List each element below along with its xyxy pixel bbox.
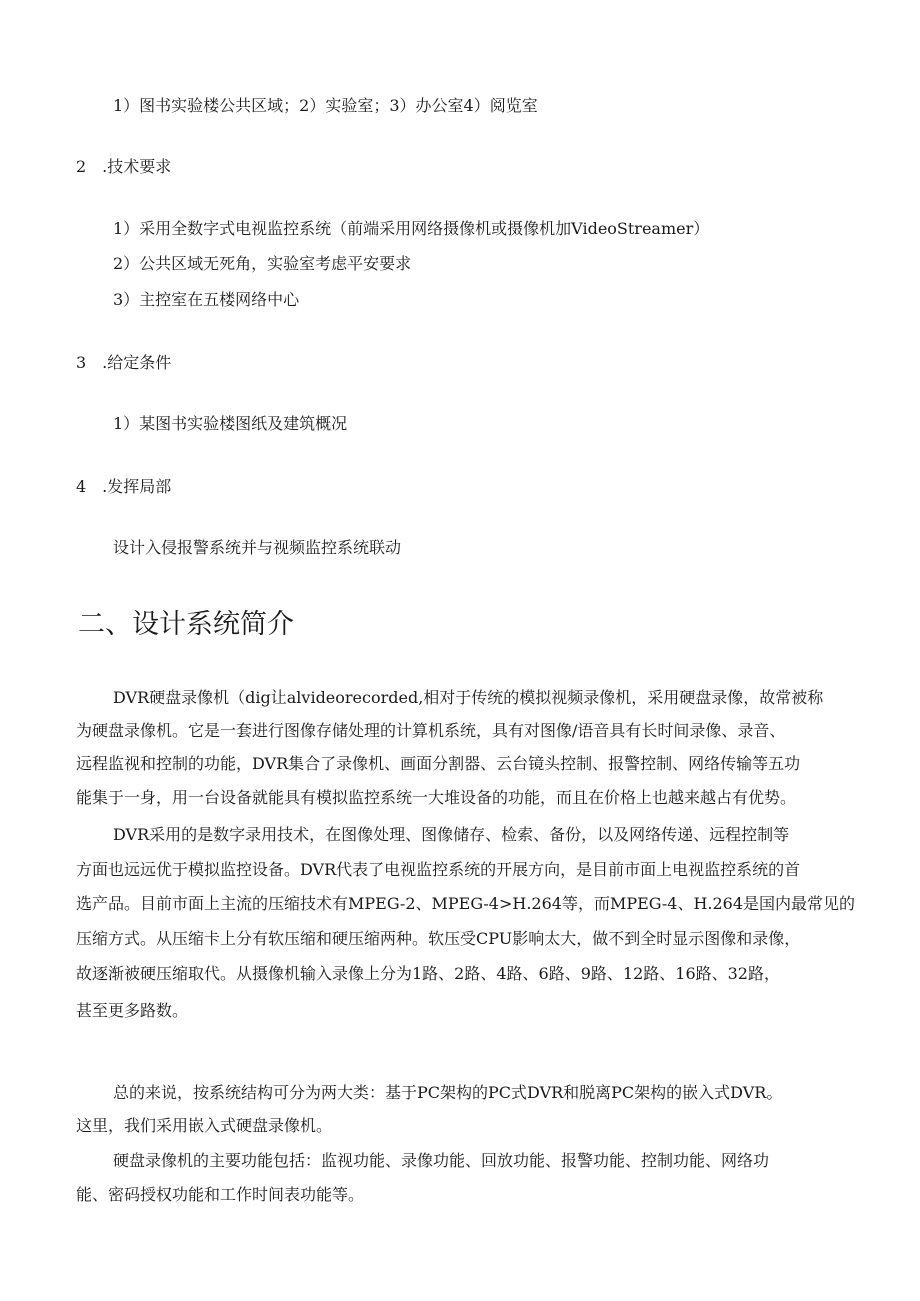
extra-item-1: 设计入侵报警系统并与视频监控系统联动 [113, 538, 402, 557]
condition-item-1: 1）某图书实验楼图纸及建筑概况 [113, 414, 348, 433]
paragraph-line: 故逐渐被硬压缩取代。从摄像机输入录像上分为1路、2路、4路、6路、9路、12路、16路、32路， [76, 964, 780, 983]
paragraph-line: 能集于一身，用一台设备就能具有模拟监控系统一大堆设备的功能，而且在价格上也越来越占有优势。 [76, 788, 797, 807]
locations-list: 1）图书实验楼公共区域；2）实验室；3）办公室4）阅览室 [113, 96, 538, 115]
paragraph-line: 这里，我们采用嵌入式硬盘录像机。 [76, 1116, 333, 1135]
paragraph-line: 甚至更多路数。 [76, 1001, 189, 1020]
paragraph-line: 选产品。目前市面上主流的压缩技术有MPEG-2、MPEG-4>H.264等，而MPEG-4、H.264是国内最常见的 [76, 894, 856, 913]
section-heading-tech: 2 .技术要求 [76, 157, 172, 176]
paragraph-line: 远程监视和控制的功能，DVR集合了录像机、画面分割器、云台镜头控制、报警控制、网络传输等五功 [76, 754, 801, 773]
tech-item-1: 1）采用全数字式电视监控系统（前端采用网络摄像机或摄像机加VideoStreamer） [113, 219, 710, 238]
tech-item-2: 2）公共区域无死角，实验室考虑平安要求 [113, 254, 412, 273]
paragraph-line: 总的来说，按系统结构可分为两大类：基于PC架构的PC式DVR和脱离PC架构的嵌入式DVR。 [113, 1083, 783, 1102]
section-heading-extra: 4 .发挥局部 [76, 477, 172, 496]
paragraph-line: 为硬盘录像机。它是一套进行图像存储处理的计算机系统，具有对图像/语音具有长时间录像、录音、 [76, 721, 786, 740]
paragraph-line: DVR采用的是数字录用技术，在图像处理、图像储存、检索、备份，以及网络传递、远程控制等 [113, 825, 790, 844]
chapter-title: 二、设计系统简介 [78, 609, 294, 640]
paragraph-line: 能、密码授权功能和工作时间表功能等。 [76, 1185, 365, 1204]
paragraph-line: 硬盘录像机的主要功能包括：监视功能、录像功能、回放功能、报警功能、控制功能、网络功 [113, 1151, 770, 1170]
paragraph-line: DVR硬盘录像机（dig让alvideorecorded,相对于传统的模拟视频录像机，采用硬盘录像，故常被称 [113, 688, 824, 707]
paragraph-line: 方面也远远优于模拟监控设备。DVR代表了电视监控系统的开展方向，是目前市面上电视监控系统的首 [76, 860, 801, 879]
paragraph-line: 压缩方式。从压缩卡上分有软压缩和硬压缩两种。软压受CPU影响太大，做不到全时显示图像和录像， [76, 929, 801, 948]
tech-item-3: 3）主控室在五楼网络中心 [113, 290, 300, 309]
section-heading-conditions: 3 .给定条件 [76, 353, 172, 372]
